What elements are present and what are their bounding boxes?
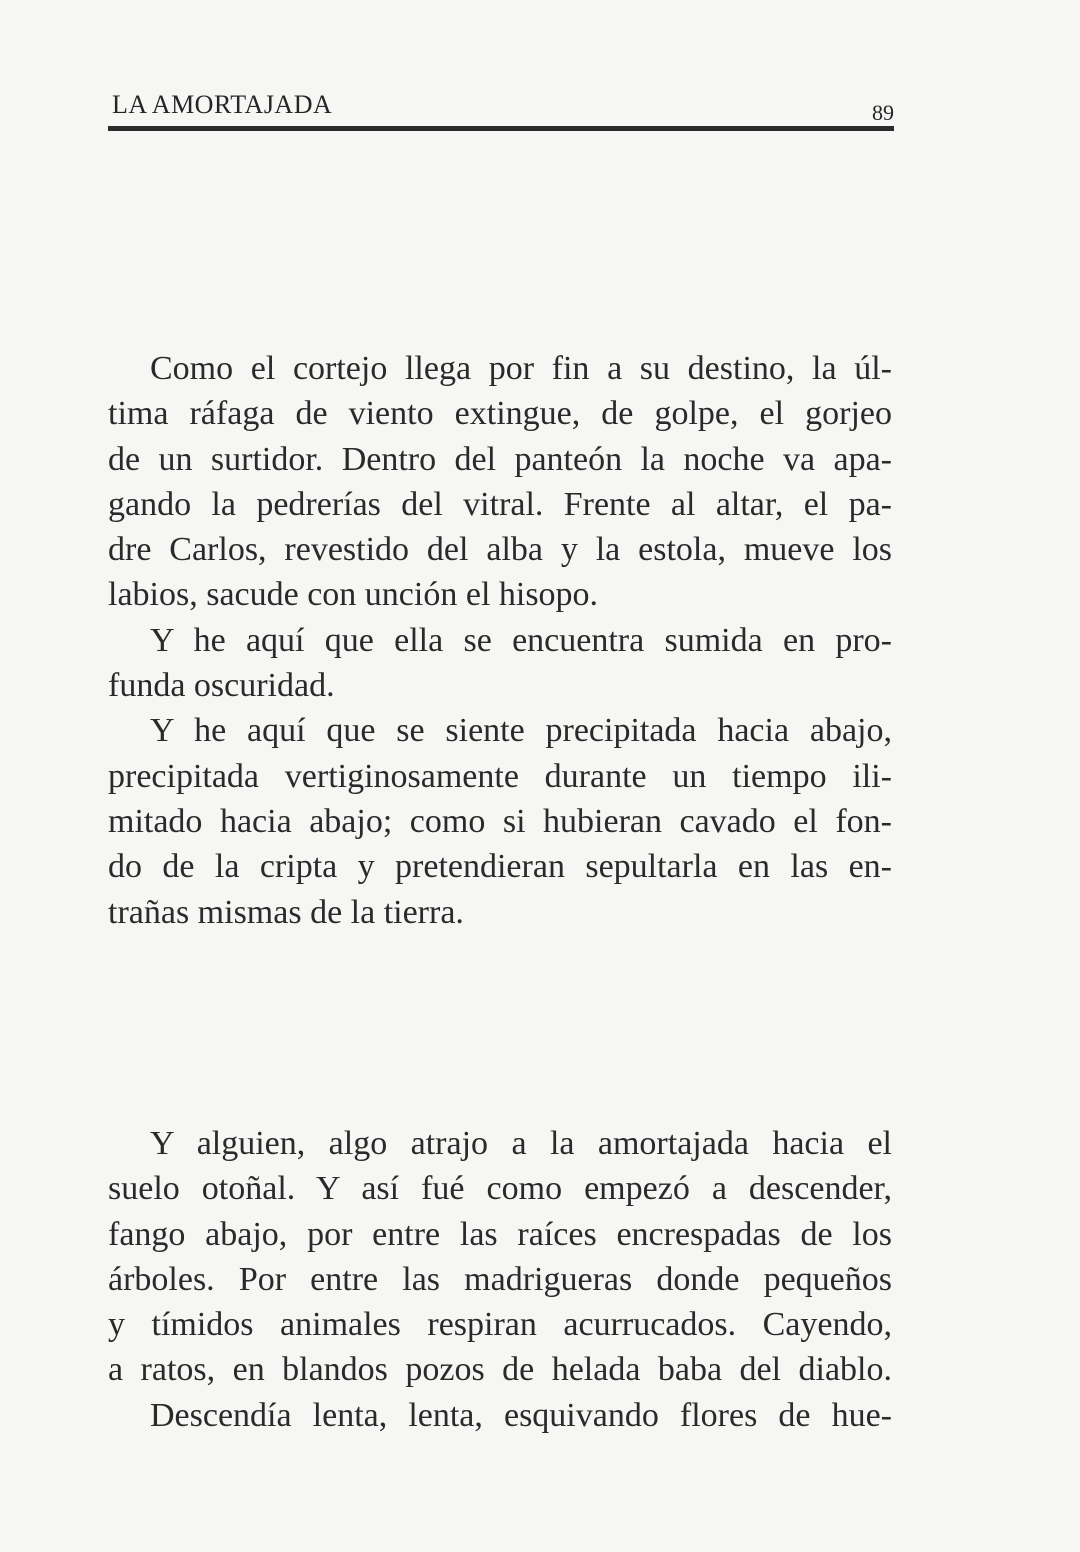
running-title: LA AMORTAJADA [112, 90, 333, 119]
text-line: dre Carlos, revestido del alba y la estola, mueve los [108, 531, 892, 569]
text-line: precipitada vertiginosamente durante un tiempo ili- [108, 757, 892, 795]
text-line: suelo otoñal. Y así fué como empezó a descender, [108, 1170, 892, 1208]
text-line: y tímidos animales respiran acurrucados. Cayendo, [108, 1306, 892, 1344]
page-number: 89 [872, 100, 894, 125]
text-line: do de la cripta y pretendieran sepultarla en las en- [108, 848, 892, 886]
text-section-1 [108, 346, 892, 935]
text-line: gando la pedrerías del vitral. Frente al altar, el pa- [108, 485, 892, 523]
text-line: Como el cortejo llega por fin a su destino, la úl- [150, 350, 892, 387]
text-line: Y alguien, algo atrajo a la amortajada hacia el [150, 1125, 892, 1162]
text-line: de un surtidor. Dentro del panteón la noche va apa- [108, 440, 892, 478]
text-line: a ratos, en blandos pozos de helada baba del diablo. [108, 1351, 892, 1389]
page-header [108, 88, 894, 136]
text-line: mitado hacia abajo; como si hubieran cavado el fon- [108, 802, 892, 840]
text-line: labios, sacude con unción el hisopo. [108, 576, 599, 614]
text-line: Y he aquí que se siente precipitada hacia abajo, [150, 712, 892, 750]
text-line: funda oscuridad. [108, 667, 335, 705]
text-line: Y he aquí que ella se encuentra sumida en pro- [150, 621, 892, 659]
text-line: Descendía lenta, lenta, esquivando flores de hue- [150, 1396, 892, 1434]
header-rule [108, 126, 894, 131]
text-line: árboles. Por entre las madrigueras donde pequeños [108, 1260, 892, 1298]
text-line: trañas mismas de la tierra. [108, 893, 464, 931]
text-line: tima ráfaga de viento extingue, de golpe, el gorjeo [108, 395, 892, 433]
text-line: fango abajo, por entre las raíces encrespadas de los [108, 1215, 892, 1253]
text-section-2 [108, 1121, 892, 1438]
